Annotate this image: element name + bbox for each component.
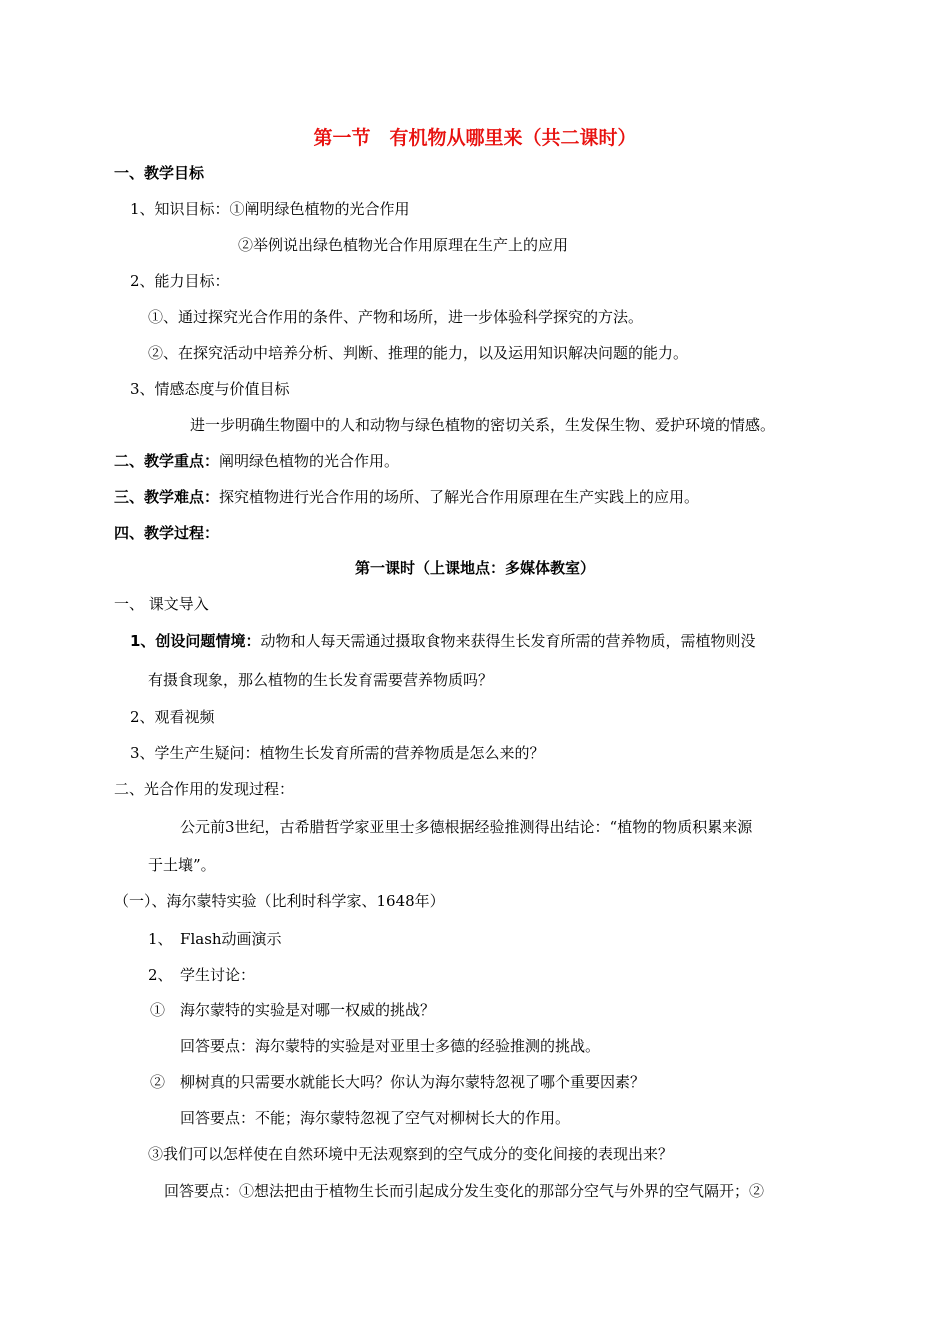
- difficulty-text: 探究植物进行光合作用的场所、了解光合作用原理在生产实践上的应用。: [219, 488, 700, 506]
- intro-item-1: [130, 631, 755, 651]
- step-1: 1、 Flash动画演示: [148, 930, 282, 948]
- answer-3: 回答要点：①想法把由于植物生长而引起成分发生变化的那部分空气与外界的空气隔开；②: [164, 1182, 765, 1200]
- discovery-heading: 二、光合作用的发现过程：: [114, 780, 295, 798]
- ability-item-1: ①、通过探究光合作用的条件、产物和场所，进一步体验科学探究的方法。: [148, 308, 644, 326]
- knowledge-item-1: ①阐明绿色植物的光合作用: [229, 200, 410, 218]
- key-points-label: 二、教学重点：: [114, 452, 220, 470]
- key-points-text: 阐明绿色植物的光合作用。: [219, 452, 400, 470]
- question-2: ② 柳树真的只需要水就能长大吗？你认为海尔蒙特忽视了哪个重要因素？: [150, 1073, 646, 1091]
- lesson-title: 第一课时（上课地点：多媒体教室）: [354, 559, 595, 577]
- experiment-heading: （一）、海尔蒙特实验（比利时科学家、1648年）: [114, 892, 445, 910]
- intro-item-1-continued: 有摄食现象，那么植物的生长发育需要营养物质吗？: [148, 671, 494, 689]
- knowledge-item-2: ②举例说出绿色植物光合作用原理在生产上的应用: [238, 236, 569, 254]
- process-heading: 四、教学过程：: [114, 524, 220, 542]
- intro-item-3: 3、学生产生疑问：植物生长发育所需的营养物质是怎么来的？: [130, 744, 545, 762]
- difficulty-label: 三、教学难点：: [114, 488, 220, 506]
- ability-label: 2、能力目标：: [130, 272, 230, 290]
- intro-heading: 一、 课文导入: [114, 595, 209, 613]
- step-2: 2、 学生讨论：: [148, 966, 256, 984]
- section-heading-objectives: 一、教学目标: [114, 164, 205, 182]
- intro-item-1-label: 1、创设问题情境：: [130, 632, 261, 650]
- key-points-line: [114, 451, 399, 471]
- discovery-paragraph-continued: 于土壤”。: [148, 856, 216, 874]
- question-1: ① 海尔蒙特的实验是对哪一权威的挑战？: [150, 1001, 436, 1019]
- knowledge-label: 1、知识目标：: [130, 200, 230, 218]
- document-title: 第一节 有机物从哪里来（共二课时）: [313, 127, 637, 149]
- difficulty-line: [114, 487, 699, 507]
- intro-item-1-text: 动物和人每天需通过摄取食物来获得生长发育所需的营养物质，需植物则没: [260, 632, 756, 650]
- discovery-paragraph: 公元前3世纪，古希腊哲学家亚里士多德根据经验推测得出结论：“植物的物质积累来源: [180, 818, 753, 836]
- question-3: ③我们可以怎样使在自然环境中无法观察到的空气成分的变化间接的表现出来？: [148, 1145, 674, 1163]
- intro-item-2: 2、观看视频: [130, 708, 215, 726]
- emotion-text: 进一步明确生物圈中的人和动物与绿色植物的密切关系，生发保生物、爱护环境的情感。: [190, 416, 776, 434]
- answer-2: 回答要点：不能；海尔蒙特忽视了空气对柳树长大的作用。: [180, 1109, 571, 1127]
- knowledge-line: [130, 199, 410, 219]
- emotion-label: 3、情感态度与价值目标: [130, 380, 290, 398]
- answer-1: 回答要点：海尔蒙特的实验是对亚里士多德的经验推测的挑战。: [180, 1037, 601, 1055]
- ability-item-2: ②、在探究活动中培养分析、判断、推理的能力，以及运用知识解决问题的能力。: [148, 344, 689, 362]
